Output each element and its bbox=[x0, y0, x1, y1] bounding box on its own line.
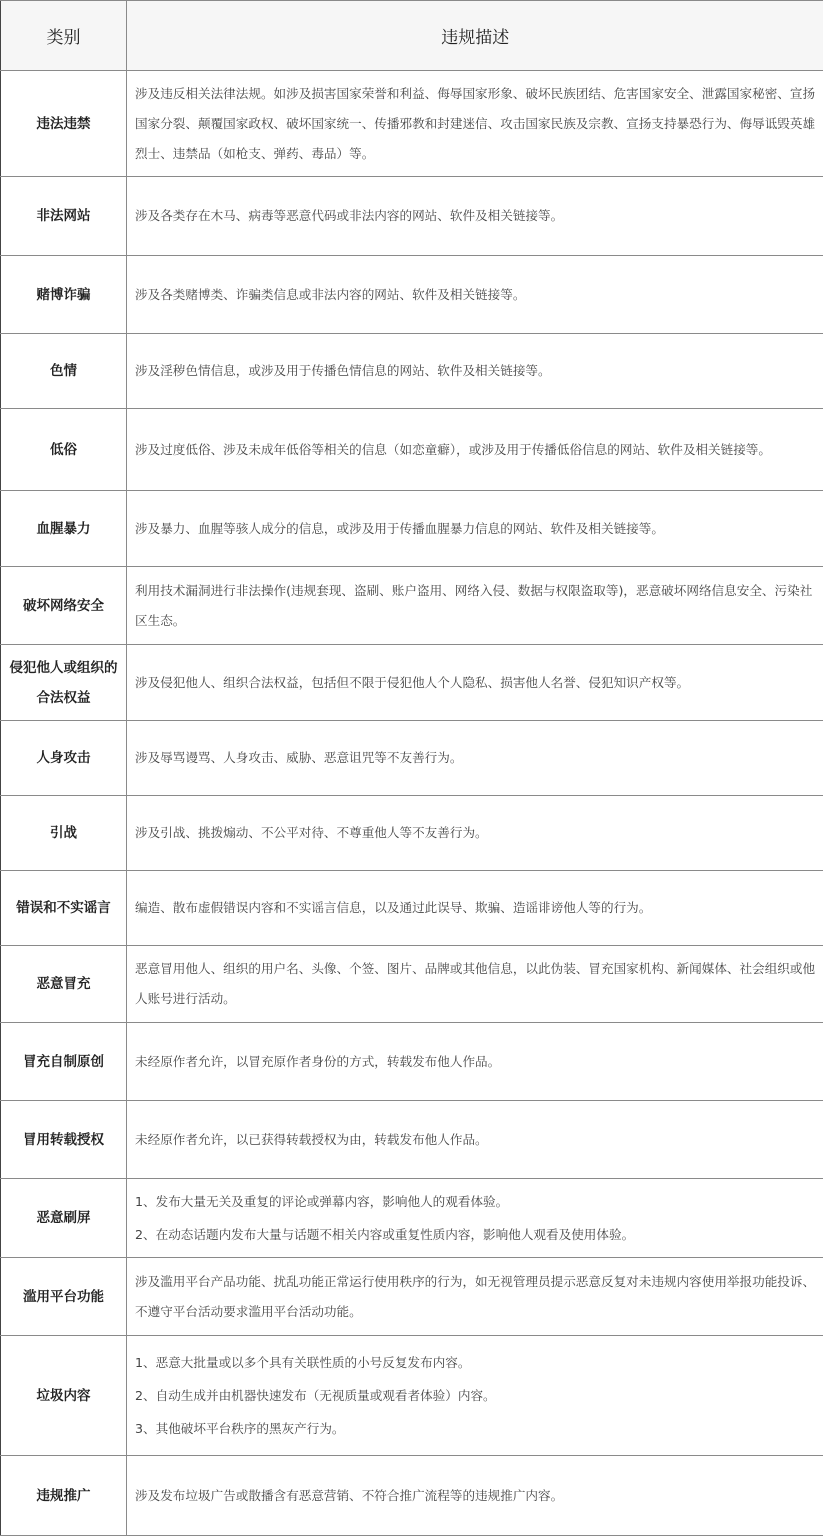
description-cell bbox=[127, 721, 823, 796]
description-text: 3、其他破坏平台秩序的黑灰产行为。 bbox=[135, 1420, 345, 1436]
category-cell: 垃圾内容 bbox=[1, 1336, 127, 1456]
description-cell bbox=[127, 567, 823, 645]
header-category: 类别 bbox=[1, 1, 127, 71]
description-cell bbox=[127, 1101, 823, 1179]
description-cell bbox=[127, 871, 823, 946]
description-text: 利用技术漏洞进行非法操作(违规套现、盗刷、账户盗用、网络入侵、数据与权限盗取等)，恶意破坏网络信息安全、污染社区生态。 bbox=[135, 582, 813, 628]
description-text: 1、恶意大批量或以多个具有关联性质的小号反复发布内容。 bbox=[135, 1354, 471, 1370]
description-text: 涉及各类存在木马、病毒等恶意代码或非法内容的网站、软件及相关链接等。 bbox=[135, 208, 564, 223]
description-cell bbox=[127, 1456, 823, 1536]
description-text: 涉及暴力、血腥等骇人成分的信息，或涉及用于传播血腥暴力信息的网站、软件及相关链接等。 bbox=[135, 520, 664, 536]
table-row bbox=[1, 491, 823, 567]
description-cell bbox=[127, 1179, 823, 1258]
category-cell: 违规推广 bbox=[1, 1456, 127, 1536]
description-text: 编造、散布虚假错误内容和不实谣言信息，以及通过此误导、欺骗、造谣诽谤他人等的行为。 bbox=[135, 900, 652, 915]
table-body bbox=[1, 71, 823, 1536]
description-text: 2、在动态话题内发布大量与话题不相关内容或重复性质内容，影响他人观看及使用体验。 bbox=[135, 1226, 635, 1242]
description-cell bbox=[127, 796, 823, 871]
description-text: 涉及引战、挑拨煽动、不公平对待、不尊重他人等不友善行为。 bbox=[135, 825, 488, 840]
table-row bbox=[1, 946, 823, 1023]
description-cell bbox=[127, 409, 823, 491]
category-cell: 人身攻击 bbox=[1, 721, 127, 796]
table-row bbox=[1, 1101, 823, 1179]
table-row bbox=[1, 409, 823, 491]
description-cell bbox=[127, 256, 823, 334]
category-cell: 冒用转载授权 bbox=[1, 1101, 127, 1179]
description-cell bbox=[127, 946, 823, 1023]
category-cell: 色情 bbox=[1, 334, 127, 409]
category-cell: 错误和不实谣言 bbox=[1, 871, 127, 946]
category-cell: 引战 bbox=[1, 796, 127, 871]
description-cell bbox=[127, 491, 823, 567]
table-row bbox=[1, 871, 823, 946]
category-cell: 低俗 bbox=[1, 409, 127, 491]
category-cell: 破坏网络安全 bbox=[1, 567, 127, 645]
category-cell: 恶意冒充 bbox=[1, 946, 127, 1023]
category-cell: 冒充自制原创 bbox=[1, 1023, 127, 1101]
description-text: 2、自动生成并由机器快速发布（无视质量或观看者体验）内容。 bbox=[135, 1387, 496, 1403]
description-text: 涉及过度低俗、涉及未成年低俗等相关的信息（如恋童癖），或涉及用于传播低俗信息的网站、软件及相关链接等。 bbox=[135, 441, 771, 457]
table-row bbox=[1, 1179, 823, 1258]
table-row bbox=[1, 334, 823, 409]
description-text: 涉及侵犯他人、组织合法权益，包括但不限于侵犯他人个人隐私、损害他人名誉、侵犯知识产权等。 bbox=[135, 674, 690, 690]
table-row bbox=[1, 1258, 823, 1336]
table-row bbox=[1, 796, 823, 871]
description-text: 未经原作者允许，以冒充原作者身份的方式，转载发布他人作品。 bbox=[135, 1053, 501, 1069]
category-cell: 侵犯他人或组织的合法权益 bbox=[1, 645, 127, 721]
category-cell: 滥用平台功能 bbox=[1, 1258, 127, 1336]
table-row bbox=[1, 721, 823, 796]
table-header-row bbox=[1, 1, 823, 71]
description-text: 未经原作者允许，以已获得转载授权为由，转载发布他人作品。 bbox=[135, 1131, 488, 1147]
description-cell bbox=[127, 71, 823, 177]
table-row bbox=[1, 256, 823, 334]
description-cell bbox=[127, 334, 823, 409]
description-cell bbox=[127, 177, 823, 256]
header-description: 违规描述 bbox=[127, 1, 823, 71]
table-row bbox=[1, 1336, 823, 1456]
table-row bbox=[1, 1456, 823, 1536]
table-row bbox=[1, 71, 823, 177]
category-cell: 恶意刷屏 bbox=[1, 1179, 127, 1258]
description-cell bbox=[127, 1258, 823, 1336]
description-text: 1、发布大量无关及重复的评论或弹幕内容，影响他人的观看体验。 bbox=[135, 1193, 509, 1209]
description-text: 涉及违反相关法律法规。如涉及损害国家荣誉和利益、侮辱国家形象、破坏民族团结、危害国家安全、泄露国家秘密、宣扬国家分裂、颠覆国家政权、破坏国家统一、传播邪教和封建迷信、攻击国家民族及宗教、宣扬支持暴恐行为、侮辱诋毁英雄烈士、违禁品（如枪支、弹药、毒品）等。 bbox=[135, 85, 816, 161]
description-text: 涉及各类赌博类、诈骗类信息或非法内容的网站、软件及相关链接等。 bbox=[135, 286, 526, 302]
category-cell: 赌博诈骗 bbox=[1, 256, 127, 334]
description-text: 涉及滥用平台产品功能、扰乱功能正常运行使用秩序的行为，如无视管理员提示恶意反复对未违规内容使用举报功能投诉、不遵守平台活动要求滥用平台活动功能。 bbox=[135, 1273, 816, 1319]
description-cell bbox=[127, 1023, 823, 1101]
table-row bbox=[1, 567, 823, 645]
description-text: 涉及发布垃圾广告或散播含有恶意营销、不符合推广流程等的违规推广内容。 bbox=[135, 1487, 564, 1503]
description-cell bbox=[127, 645, 823, 721]
category-cell: 非法网站 bbox=[1, 177, 127, 256]
table-row bbox=[1, 645, 823, 721]
description-text: 恶意冒用他人、组织的用户名、头像、个签、图片、品牌或其他信息，以此伪装、冒充国家机构、新闻媒体、社会组织或他人账号进行活动。 bbox=[135, 961, 816, 1006]
description-cell bbox=[127, 1336, 823, 1456]
category-cell: 违法违禁 bbox=[1, 71, 127, 177]
table-row bbox=[1, 1023, 823, 1101]
table-row bbox=[1, 177, 823, 256]
category-cell: 血腥暴力 bbox=[1, 491, 127, 567]
description-text: 涉及辱骂谩骂、人身攻击、威胁、恶意诅咒等不友善行为。 bbox=[135, 750, 463, 765]
description-text: 涉及淫秽色情信息，或涉及用于传播色情信息的网站、软件及相关链接等。 bbox=[135, 363, 551, 378]
